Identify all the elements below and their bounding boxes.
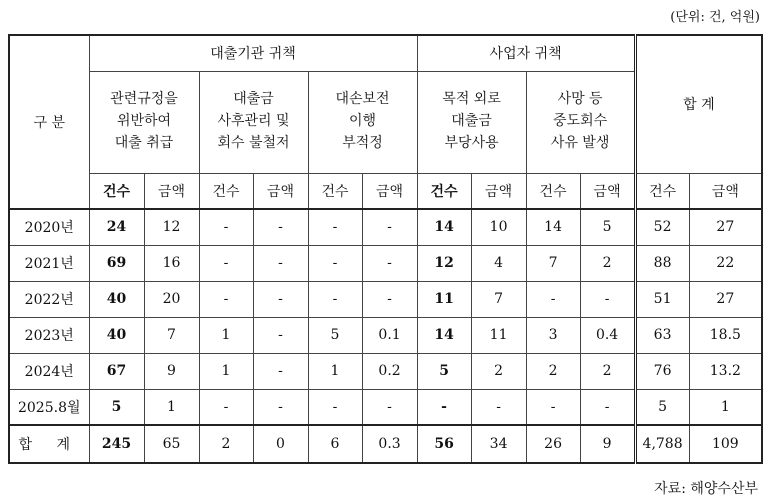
table-cell: 5 xyxy=(89,389,144,425)
table-cell: - xyxy=(253,389,308,425)
column-header-count: 건수 xyxy=(635,173,689,209)
table-cell: 7 xyxy=(471,281,526,317)
table-cell: - xyxy=(580,281,635,317)
table-cell: 13.2 xyxy=(689,353,762,389)
header-sub-poor-collection: 대출금 사후관리 및 회수 불철저 xyxy=(199,71,308,173)
table-cell: 11 xyxy=(471,317,526,353)
table-cell: 12 xyxy=(417,245,471,281)
table-cell: - xyxy=(308,389,362,425)
table-cell: 14 xyxy=(417,209,471,245)
row-label: 2023년 xyxy=(9,317,89,353)
table-cell: 5 xyxy=(417,353,471,389)
row-label: 2021년 xyxy=(9,245,89,281)
column-header-amount: 금액 xyxy=(580,173,635,209)
table-cell: 34 xyxy=(471,425,526,463)
table-cell: 12 xyxy=(144,209,199,245)
header-sub-loss-compensation: 대손보전 이행 부적정 xyxy=(308,71,417,173)
table-cell: 4 xyxy=(471,245,526,281)
table-cell: 5 xyxy=(308,317,362,353)
table-cell: 40 xyxy=(89,281,144,317)
column-header-count: 건수 xyxy=(199,173,253,209)
table-cell: 51 xyxy=(635,281,689,317)
row-label: 2022년 xyxy=(9,281,89,317)
table-row xyxy=(9,245,762,281)
table-cell: 22 xyxy=(689,245,762,281)
column-header-amount: 금액 xyxy=(253,173,308,209)
table-cell: 4,788 xyxy=(635,425,689,463)
unit-note: (단위: 건, 억원) xyxy=(670,10,760,25)
table-cell: 0.4 xyxy=(580,317,635,353)
table-cell: 14 xyxy=(526,209,580,245)
table-cell: 6 xyxy=(308,425,362,463)
column-header-count: 건수 xyxy=(417,173,471,209)
source-note: 자료: 해양수산부 xyxy=(654,481,758,497)
table-cell: 27 xyxy=(689,281,762,317)
table-cell: 7 xyxy=(144,317,199,353)
table-cell: - xyxy=(580,389,635,425)
header-total: 합 계 xyxy=(635,35,762,173)
header-category: 구 분 xyxy=(9,35,89,209)
table-cell: 40 xyxy=(89,317,144,353)
table-cell: - xyxy=(308,281,362,317)
table-cell: 56 xyxy=(417,425,471,463)
column-header-count: 건수 xyxy=(308,173,362,209)
table-cell: 2 xyxy=(526,353,580,389)
table-cell: - xyxy=(417,389,471,425)
table-cell: - xyxy=(253,209,308,245)
table-cell: 109 xyxy=(689,425,762,463)
table-cell: - xyxy=(308,209,362,245)
table-cell: 52 xyxy=(635,209,689,245)
table-cell: 20 xyxy=(144,281,199,317)
table-cell: 63 xyxy=(635,317,689,353)
table-cell: 16 xyxy=(144,245,199,281)
table-cell: - xyxy=(253,317,308,353)
table-cell: - xyxy=(362,245,417,281)
table-cell: - xyxy=(362,209,417,245)
table-cell: 10 xyxy=(471,209,526,245)
table-row xyxy=(9,353,762,389)
table-cell: 1 xyxy=(199,317,253,353)
table-row xyxy=(9,209,762,245)
header-lender-group: 대출기관 귀책 xyxy=(89,35,417,71)
table-cell: 1 xyxy=(689,389,762,425)
table-cell: - xyxy=(308,245,362,281)
header-columns xyxy=(9,173,762,209)
table-row xyxy=(9,281,762,317)
table-cell: 2 xyxy=(199,425,253,463)
table-cell: 0.1 xyxy=(362,317,417,353)
table-cell: 3 xyxy=(526,317,580,353)
table-cell: - xyxy=(199,245,253,281)
table-cell: 0 xyxy=(253,425,308,463)
table-cell: 11 xyxy=(417,281,471,317)
table-cell: 9 xyxy=(144,353,199,389)
table-cell: 2 xyxy=(580,245,635,281)
row-label: 2024년 xyxy=(9,353,89,389)
column-header-amount: 금액 xyxy=(144,173,199,209)
table-cell: 69 xyxy=(89,245,144,281)
row-label: 2025.8월 xyxy=(9,389,89,425)
table-cell: 76 xyxy=(635,353,689,389)
column-header-amount: 금액 xyxy=(471,173,526,209)
table-cell: 0.2 xyxy=(362,353,417,389)
table-cell: 2 xyxy=(580,353,635,389)
table-cell: - xyxy=(526,281,580,317)
header-sub-death-recovery: 사망 등 중도회수 사유 발생 xyxy=(526,71,635,173)
table-cell: 1 xyxy=(308,353,362,389)
header-sub-regulation-violation: 관련규정을 위반하여 대출 취급 xyxy=(89,71,199,173)
table-cell: 27 xyxy=(689,209,762,245)
table-cell: - xyxy=(253,281,308,317)
column-header-count: 건수 xyxy=(89,173,144,209)
total-row xyxy=(9,425,762,463)
header-sub-misuse: 목적 외로 대출금 부당사용 xyxy=(417,71,526,173)
table-cell: 18.5 xyxy=(689,317,762,353)
table-cell: 67 xyxy=(89,353,144,389)
row-label: 2020년 xyxy=(9,209,89,245)
table-cell: 0.3 xyxy=(362,425,417,463)
table-cell: 9 xyxy=(580,425,635,463)
table-cell: 245 xyxy=(89,425,144,463)
column-header-amount: 금액 xyxy=(689,173,762,209)
table-cell: - xyxy=(199,389,253,425)
table-cell: 5 xyxy=(580,209,635,245)
row-label: 합 계 xyxy=(9,425,89,463)
table-cell: 24 xyxy=(89,209,144,245)
table-cell: 14 xyxy=(417,317,471,353)
column-header-count: 건수 xyxy=(526,173,580,209)
table-cell: - xyxy=(362,281,417,317)
column-header-amount: 금액 xyxy=(362,173,417,209)
table-cell: - xyxy=(199,209,253,245)
table-cell: 2 xyxy=(471,353,526,389)
table-body xyxy=(9,209,762,463)
table-cell: - xyxy=(253,245,308,281)
table-cell: - xyxy=(253,353,308,389)
table-cell: - xyxy=(471,389,526,425)
table-cell: - xyxy=(199,281,253,317)
table-cell: 5 xyxy=(635,389,689,425)
table-cell: 1 xyxy=(144,389,199,425)
header-business-group: 사업자 귀책 xyxy=(417,35,635,71)
sanctions-table xyxy=(8,34,763,464)
table-cell: 65 xyxy=(144,425,199,463)
table-cell: 26 xyxy=(526,425,580,463)
table-cell: 1 xyxy=(199,353,253,389)
table-cell: - xyxy=(526,389,580,425)
table-cell: - xyxy=(362,389,417,425)
table-row xyxy=(9,317,762,353)
table-cell: 7 xyxy=(526,245,580,281)
table-row xyxy=(9,389,762,425)
table-cell: 88 xyxy=(635,245,689,281)
